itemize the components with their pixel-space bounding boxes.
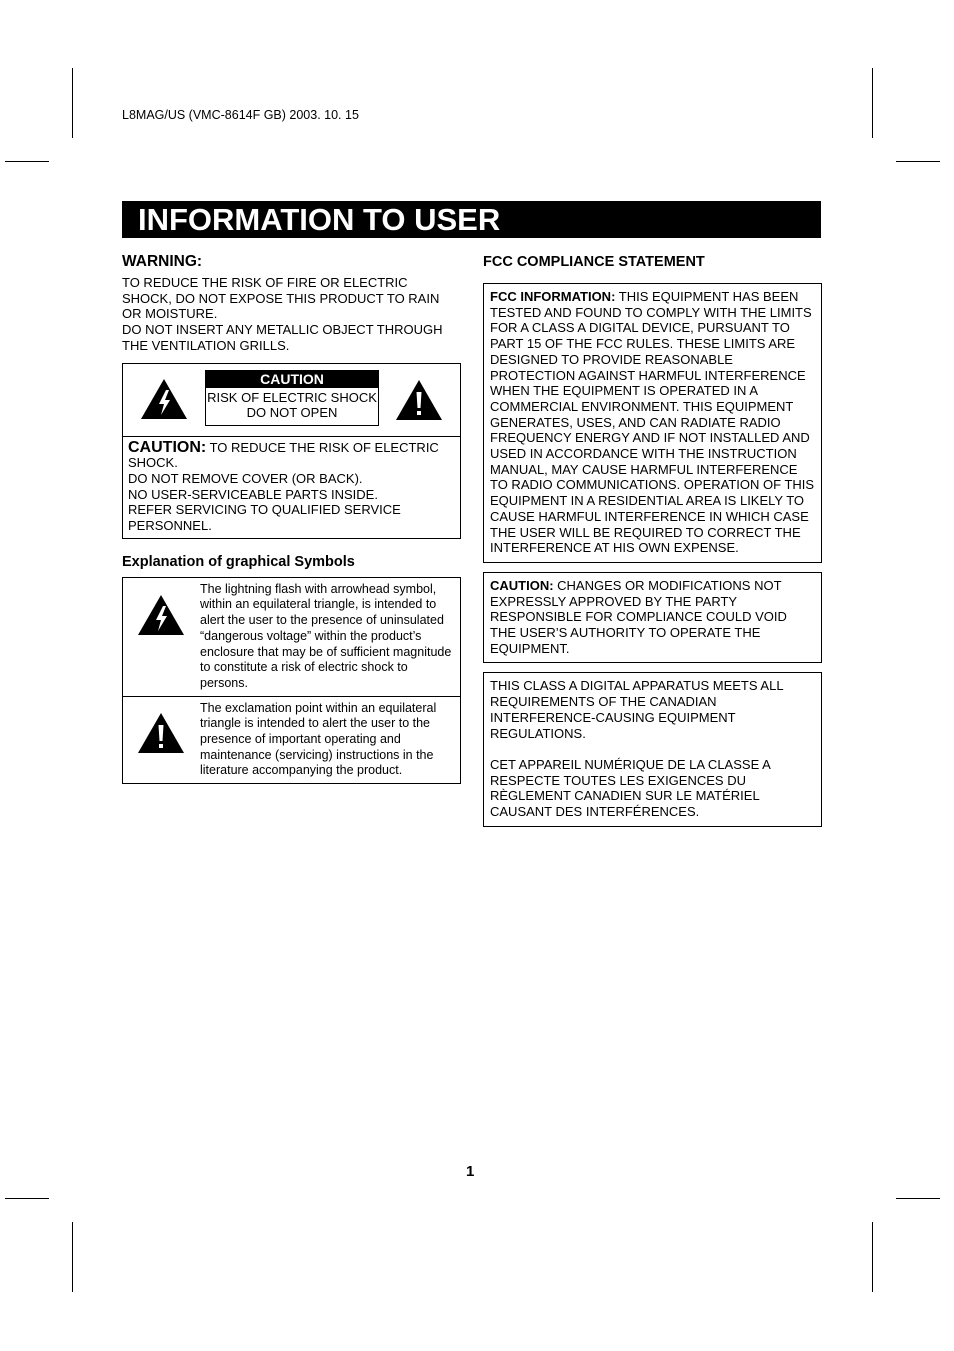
document-code: L8MAG/US (VMC-8614F GB) 2003. 10. 15 — [122, 108, 359, 122]
caution-label-title: CAUTION — [206, 371, 378, 388]
exclamation-triangle-icon — [137, 712, 185, 754]
crop-mark — [872, 68, 873, 138]
fcc-info-label: FCC INFORMATION: — [490, 289, 616, 304]
symbols-table — [122, 577, 461, 784]
lightning-triangle-icon — [137, 594, 185, 636]
canada-statement-en: THIS CLASS A DIGITAL APPARATUS MEETS ALL REQUIREMENTS OF THE CANADIAN INTERFERENCE-CAUSING EQUIPMENT REGULATIONS. — [490, 678, 784, 741]
crop-mark — [5, 1198, 49, 1199]
right-column — [483, 252, 822, 827]
fcc-heading: FCC COMPLIANCE STATEMENT — [483, 254, 705, 270]
crop-mark — [72, 1222, 73, 1292]
crop-mark — [872, 1222, 873, 1292]
crop-mark — [896, 161, 940, 162]
caution-first-line: TO REDUCE THE RISK OF ELECTRIC — [206, 439, 439, 455]
symbol-row — [123, 696, 460, 784]
canada-compliance-box — [483, 672, 822, 826]
fcc-caution-box — [483, 572, 822, 664]
warning-heading: WARNING: — [122, 253, 203, 270]
fcc-info-text: THIS EQUIPMENT HAS BEEN TESTED AND FOUND TO COMPLY WITH THE LIMITS FOR A CLASS A DIGITAL DEVICE, PURSUANT TO PART 15 OF THE FCC RULES. THESE LIMITS ARE DESIGNED TO PROVIDE REASONABLE PROTECTION AGAINST HARMFUL INTERFERENCE WHEN THE EQUIPMENT IS OPERATED IN A COMMERCIAL ENVIRONMENT. THIS EQUIPMENT GENERATES, USES, AND CAN RADIATE RADIO FREQUENCY ENERGY AND IF NOT INSTALLED AND USED IN ACCORDANCE WITH THE INSTRUCTION MANUAL, MAY CAUSE HARMFUL INTERFERENCE TO RADIO COMMUNICATIONS. OPERATION OF THIS EQUIPMENT IN A RESIDENTIAL AREA IS LIKELY TO CAUSE HARMFUL INTERFERENCE IN WHICH CASE THE USER WILL BE REQUIRED TO CORRECT THE INTERFERENCE AT HIS OWN EXPENSE. — [490, 289, 815, 556]
crop-mark — [896, 1198, 940, 1199]
page-number: 1 — [466, 1163, 475, 1180]
warning-text: TO REDUCE THE RISK OF FIRE OR ELECTRIC SHOCK, DO NOT EXPOSE THIS PRODUCT TO RAIN OR MOISTURE. DO NOT INSERT ANY METALLIC OBJECT THROUGH THE VENTILATION GRILLS. — [122, 275, 443, 353]
caution-label — [205, 370, 379, 426]
caution-label-area — [123, 364, 460, 437]
symbols-heading: Explanation of graphical Symbols — [122, 553, 355, 570]
caution-word: CAUTION: — [128, 438, 207, 456]
fcc-information-box — [483, 283, 822, 563]
canada-statement-fr: CET APPAREIL NUMÉRIQUE DE LA CLASSE A RESPECTE TOUTES LES EXIGENCES DU RÈGLEMENT CANADIEN SUR LE MATÉRIEL CAUSANT DES INTERFÉRENCES. — [490, 756, 771, 820]
crop-mark — [5, 161, 49, 162]
symbol-description: The exclamation point within an equilateral triangle is intended to alert the user to the presence of important operating and maintenance (servicing) instructions in the literature accompanying the product. — [200, 700, 437, 778]
left-column — [122, 252, 461, 784]
exclamation-triangle-icon — [395, 379, 443, 421]
caution-box — [122, 363, 461, 539]
caution-text — [123, 437, 460, 538]
caution-label-text: RISK OF ELECTRIC SHOCK DO NOT OPEN — [207, 389, 377, 421]
page-title: INFORMATION TO USER — [122, 201, 821, 238]
fcc-caution-label: CAUTION: — [490, 577, 554, 593]
lightning-triangle-icon — [140, 378, 188, 420]
crop-mark — [72, 68, 73, 138]
symbol-description: The lightning flash with arrowhead symbol, within an equilateral triangle, is intended to alert the user to the presence of uninsulated “dangerous voltage” within the product’s enclosure that may be of sufficient magnitude to constitute a risk of electric shock to persons. — [200, 581, 452, 690]
caution-rest: SHOCK. DO NOT REMOVE COVER (OR BACK). NO USER-SERVICEABLE PARTS INSIDE. REFER SERVICING TO QUALIFIED SERVICE PERSONNEL. — [128, 455, 401, 534]
fcc-caution-text: CHANGES OR MODIFICATIONS NOT EXPRESSLY APPROVED BY THE PARTY RESPONSIBLE FOR COMPLIANCE COULD VOID THE USER’S AUTHORITY TO OPERATE THE EQUIPMENT. — [490, 577, 787, 656]
symbol-row — [123, 578, 460, 696]
